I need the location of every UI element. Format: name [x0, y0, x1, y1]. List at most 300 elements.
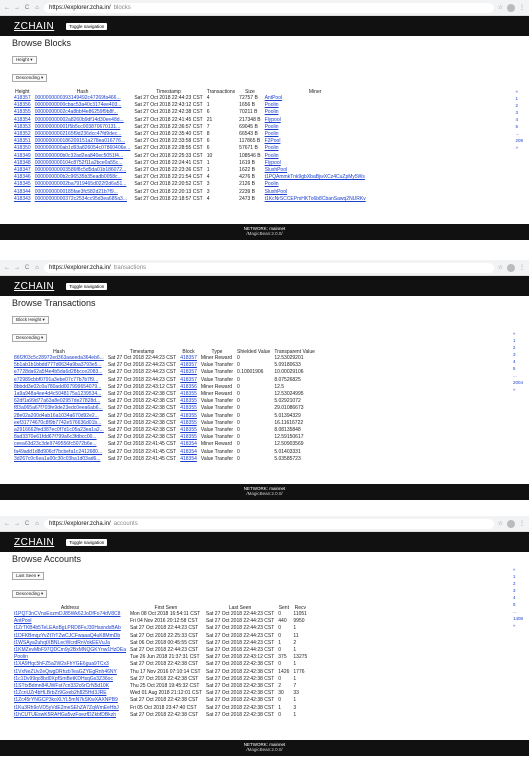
- table-cell[interactable]: 00000000000372c2534cc95d3ea685a3...: [34, 195, 127, 202]
- table-cell: Value Transfer: [200, 434, 234, 441]
- table-cell: Value Transfer: [200, 376, 234, 383]
- table-cell[interactable]: AntPool: [14, 618, 32, 625]
- pagination-link[interactable]: »: [515, 145, 518, 150]
- table-cell[interactable]: 000000000003586f8c5d5da01b186072...: [34, 167, 127, 174]
- table-cell: 12.5: [274, 383, 285, 390]
- column-header[interactable]: Miner: [308, 88, 322, 95]
- pagination-link[interactable]: 209: [515, 138, 523, 143]
- table-cell[interactable]: fa49add1d8d906cf7bcbefa1c2412680...: [14, 448, 103, 455]
- table-cell: 6: [206, 138, 210, 145]
- column-header[interactable]: Type: [211, 348, 223, 355]
- table-cell: Sat 27 Oct 2018 22:41:45 CST: [134, 116, 203, 123]
- table-cell: 0: [237, 355, 240, 361]
- table-cell: Sat 27 Oct 2018 22:44:23 CST: [107, 376, 177, 383]
- address-bar[interactable]: [44, 3, 494, 13]
- table-cell: 33: [293, 690, 299, 697]
- table-cell[interactable]: 418355: [180, 434, 197, 441]
- pagination-link[interactable]: »: [512, 387, 516, 392]
- table-cell: 0: [278, 661, 282, 668]
- profile-avatar[interactable]: [507, 264, 515, 272]
- table-cell[interactable]: t1PQAmmkTnk9gbXbaBjwXCz4CuZpMy5Ws: [264, 174, 365, 181]
- table-cell[interactable]: 418356: [180, 383, 197, 390]
- url-path: blocks: [113, 4, 131, 11]
- table-cell: Sat 27 Oct 2018 22:42:38 CST: [129, 711, 199, 718]
- url-domain: https://explorer.zcha.in/: [49, 4, 111, 11]
- table-cell[interactable]: 418357: [180, 369, 197, 376]
- table-cell: Sat 27 Oct 2018 22:42:38 CST: [205, 711, 275, 718]
- table-cell: Sat 27 Oct 2018 22:42:38 CST: [205, 683, 275, 690]
- table-cell: 2239 B: [239, 188, 256, 195]
- table-cell[interactable]: f83a065a67f703fe9de23edc0eea6ab6...: [14, 405, 103, 412]
- table-cell: 1: [278, 639, 282, 646]
- column-header[interactable]: Address: [60, 604, 80, 611]
- table-row: [12, 420, 317, 427]
- column-header[interactable]: Sent: [278, 604, 289, 611]
- table-row: [12, 160, 368, 167]
- table-cell: 0: [237, 405, 240, 412]
- table-cell: 0: [237, 412, 240, 419]
- table-row: [12, 441, 317, 448]
- table-cell: 4: [206, 174, 210, 181]
- table-cell[interactable]: 418347: [14, 167, 31, 174]
- pagination-link[interactable]: 1: [515, 96, 518, 101]
- table-cell: 0: [278, 647, 282, 654]
- back-icon[interactable]: ←: [4, 4, 10, 11]
- sort-field-select[interactable]: Last Seen ▾: [12, 572, 44, 580]
- pagination-link[interactable]: 5: [515, 124, 518, 129]
- site-logo[interactable]: ZCHAIN: [14, 280, 55, 292]
- table-cell[interactable]: Poolin: [264, 131, 279, 138]
- table-row: [12, 676, 309, 683]
- table-cell: Sat 27 Oct 2018 22:44:23 CST: [205, 625, 275, 632]
- menu-icon[interactable]: ⋮: [519, 5, 525, 11]
- table-cell[interactable]: 418355: [180, 419, 197, 426]
- table-cell: Fri 04 Nov 2016 20:12:58 CST: [129, 618, 198, 625]
- table-cell[interactable]: 418355: [180, 412, 197, 419]
- gap: [0, 240, 529, 260]
- table-header-row: [12, 604, 309, 611]
- table-cell: 16.11616722: [274, 419, 304, 426]
- table-cell: 0: [278, 675, 282, 682]
- table-cell: Sat 27 Oct 2018 22:42:38 CST: [107, 427, 177, 434]
- table-cell[interactable]: 8ad3370e61fdd67f799a6c3fdbcc00...: [14, 434, 97, 441]
- table-cell[interactable]: Flypool: [264, 116, 281, 123]
- table-row: [12, 384, 317, 391]
- table-cell[interactable]: t1PQT3nCVnsEozmDJ85Wk62JoDfFo74dV8C8: [14, 611, 121, 617]
- sort-order-select[interactable]: Descending ▾: [12, 74, 47, 82]
- table-cell: 6: [206, 145, 210, 152]
- table-cell: 0.10001906: [237, 369, 264, 376]
- pagination-link[interactable]: «: [512, 567, 516, 572]
- table-cell: 0: [237, 398, 240, 405]
- table-row: [12, 647, 309, 654]
- back-icon[interactable]: ←: [4, 264, 10, 271]
- table-cell: Fri 05 Oct 2018 23:47:40 CST: [129, 704, 197, 711]
- table-cell: 3: [206, 188, 210, 195]
- table-cell: 57671 B: [239, 145, 258, 152]
- pagination-link[interactable]: »: [512, 623, 516, 628]
- column-header[interactable]: Hash: [76, 88, 89, 95]
- table-cell[interactable]: 418348: [14, 159, 31, 166]
- table-cell: Sat 27 Oct 2018 22:42:38 CST: [107, 405, 177, 412]
- table-cell[interactable]: 418357: [14, 95, 31, 101]
- table-cell[interactable]: t1VxNeZUv2eQwgDRhzbTeaGZYEgRnh46NY: [14, 668, 117, 675]
- column-header[interactable]: Recv: [294, 604, 307, 611]
- table-cell[interactable]: Poolin: [264, 145, 279, 152]
- table-cell[interactable]: 418354: [180, 448, 197, 455]
- table-cell[interactable]: 000000000001f5b5cc003870670131...: [34, 123, 121, 130]
- table-cell: Miner Reward: [200, 355, 233, 361]
- table-cell[interactable]: t1c1Dv99qc8bd0XpfSmBetKDHsqGs3Z36oc: [14, 675, 113, 682]
- page-title: Browse Blocks: [12, 38, 72, 48]
- sort-order-select[interactable]: Descending ▾: [12, 334, 47, 342]
- reload-icon[interactable]: C: [24, 520, 30, 527]
- table-row: [12, 690, 309, 697]
- version-label: /MagicBean:2.0.0/: [246, 747, 283, 752]
- table-cell[interactable]: t1WSAya2uhqtXBNLecWcrdRnVokEEVuJa: [14, 639, 110, 646]
- column-header[interactable]: Timestamp: [129, 348, 155, 355]
- transactions-screenshot: [0, 260, 529, 500]
- table-cell[interactable]: 000000000002a8260b9df14d30ee48d...: [34, 116, 124, 123]
- table-cell[interactable]: t1hCUTUEswK5RAHGa5vzFoezfDZkbfDBkzh: [14, 711, 116, 718]
- column-header[interactable]: Timestamp: [156, 88, 181, 95]
- pagination-link[interactable]: 2: [512, 345, 516, 350]
- site-logo[interactable]: ZCHAIN: [14, 536, 55, 548]
- table-cell[interactable]: t1KcNrSCCEPmHKTo6b8CbanSawq2NURKv: [264, 195, 366, 202]
- table-cell: 1: [206, 167, 210, 174]
- table-cell: 9950: [293, 618, 305, 625]
- table-cell[interactable]: 1a9a948a4ee4d4c5048175a1239534...: [14, 391, 102, 398]
- table-cell[interactable]: AntPool: [264, 95, 283, 101]
- table-cell: 1426: [278, 668, 290, 675]
- table-cell[interactable]: ceea63d23c3de9749556fc5072b6e...: [14, 441, 97, 448]
- pagination-link[interactable]: 1: [512, 574, 516, 579]
- table-row: [12, 669, 309, 676]
- table-cell: Miner Reward: [200, 383, 233, 390]
- star-icon[interactable]: ☆: [497, 265, 503, 271]
- table-cell: Sat 27 Oct 2018 22:42:38 CST: [129, 697, 199, 704]
- table-cell: 10: [206, 152, 213, 159]
- star-icon[interactable]: ☆: [497, 5, 503, 11]
- pagination-link[interactable]: «: [512, 331, 516, 336]
- pagination: [513, 330, 523, 393]
- network-label: NETWORK: mainnet: [243, 486, 286, 491]
- table-cell[interactable]: t1STtxBdmn84UWFst7cn332c6rCrN5d10K: [14, 683, 110, 690]
- table-cell: 70211 B: [239, 109, 258, 116]
- pagination-link[interactable]: 4: [512, 595, 516, 600]
- table-cell: 5.03585723: [274, 455, 301, 462]
- column-header[interactable]: Transparent Value: [274, 348, 315, 355]
- table-cell[interactable]: t1XA9Hqc5hFZ5a2W2sFhYGE6gua9TCx3: [14, 661, 109, 668]
- table-cell: Sat 27 Oct 2018 22:44:23 CST: [205, 647, 275, 654]
- table-cell[interactable]: 418355: [14, 109, 31, 116]
- table-cell[interactable]: Poolin: [264, 123, 279, 130]
- table-cell: Sat 27 Oct 2018 22:44:23 CST: [107, 369, 177, 376]
- table-row: [12, 355, 317, 362]
- table-cell: 12.53024995: [274, 391, 304, 398]
- column-header[interactable]: Shielded Value: [237, 348, 271, 355]
- home-icon[interactable]: ⌂: [35, 520, 39, 527]
- table-cell[interactable]: SlushPool: [264, 188, 288, 195]
- table-cell[interactable]: eef31774670c8f9b7742e576636d01b...: [14, 419, 102, 426]
- pagination-link[interactable]: 4: [512, 359, 516, 364]
- table-cell[interactable]: e72989cbbf0791a3ebe07c77b7b7f9...: [14, 376, 99, 383]
- home-icon[interactable]: ⌂: [35, 4, 39, 11]
- table-cell: Value Transfer: [200, 369, 234, 376]
- pagination-link[interactable]: 1: [512, 338, 516, 343]
- pagination: [513, 566, 523, 629]
- table-cell[interactable]: 00000000000cbac53a40c3174ee403...: [34, 102, 122, 109]
- pagination-link[interactable]: 2: [512, 581, 516, 586]
- table-cell: 0: [237, 391, 240, 398]
- table-cell: 1: [293, 697, 297, 704]
- table-cell[interactable]: 418353: [14, 123, 31, 130]
- table-cell: 0: [278, 625, 282, 632]
- table-cell[interactable]: 0000000000b0c32ad2ea840ec5051f4...: [34, 152, 124, 159]
- menu-icon[interactable]: ⋮: [519, 265, 525, 271]
- pagination-link[interactable]: ...: [515, 131, 520, 136]
- table-cell[interactable]: 8bbdd3e02c0a780add007999654079...: [14, 383, 102, 390]
- table-row: [12, 102, 368, 109]
- pagination-link[interactable]: 3: [512, 588, 516, 593]
- table-cell[interactable]: 418356: [14, 102, 31, 109]
- site-footer: [0, 740, 529, 756]
- reload-icon[interactable]: C: [24, 264, 30, 271]
- table-row: [12, 413, 317, 420]
- reload-icon[interactable]: C: [24, 4, 30, 11]
- table-cell: 5.02921072: [274, 398, 301, 405]
- table-cell[interactable]: 418354: [180, 455, 197, 462]
- table-cell: 0: [237, 434, 240, 441]
- table-cell: Mon 08 Oct 2018 16:54:11 CST: [129, 611, 201, 617]
- table-cell: Sat 27 Oct 2018 22:42:38 CST: [205, 661, 275, 668]
- table-cell[interactable]: 28e02a200d4ab16a1034a670d92e2...: [14, 412, 99, 419]
- table-cell[interactable]: 418354: [14, 116, 31, 123]
- table-cell[interactable]: Flypool: [264, 159, 281, 166]
- table-cell: Sat 27 Oct 2018 22:24:41 CST: [134, 159, 203, 166]
- sort-order-select[interactable]: Descending ▾: [12, 590, 47, 598]
- toggle-navigation-button[interactable]: Toggle navigation: [66, 539, 107, 546]
- table-cell[interactable]: 418357: [180, 376, 197, 383]
- pagination-link[interactable]: 2: [515, 103, 518, 108]
- table-cell: 13275: [293, 654, 308, 661]
- profile-avatar[interactable]: [507, 4, 515, 12]
- table-cell[interactable]: 418344: [14, 188, 31, 195]
- table-cell[interactable]: 418357: [180, 355, 197, 361]
- table-cell[interactable]: 418349: [14, 152, 31, 159]
- table-cell[interactable]: Poolin: [264, 152, 279, 159]
- network-label: NETWORK: mainnet: [243, 742, 286, 747]
- table-cell: 4276 B: [239, 174, 256, 181]
- table-cell[interactable]: 418357: [180, 362, 197, 369]
- table-cell[interactable]: 418350: [14, 145, 31, 152]
- table-cell: 72757 B: [239, 95, 258, 101]
- table-cell[interactable]: 418355: [180, 391, 197, 398]
- table-cell: 8.08135848: [274, 427, 301, 434]
- page-title: Browse Transactions: [12, 298, 96, 308]
- pagination-link[interactable]: ...: [512, 609, 517, 614]
- menu-icon[interactable]: ⋮: [519, 521, 525, 527]
- table-cell[interactable]: 00000000000185fae3fc582d21b7f9...: [34, 188, 118, 195]
- blocks-screenshot: [0, 0, 529, 240]
- column-header[interactable]: Transactions: [206, 88, 236, 95]
- pagination-link[interactable]: 4: [515, 117, 518, 122]
- star-icon[interactable]: ☆: [497, 521, 503, 527]
- table-cell: 3: [206, 181, 210, 188]
- pagination: [515, 88, 523, 151]
- forward-icon[interactable]: →: [14, 520, 20, 527]
- table-cell: 1622 B: [239, 167, 256, 174]
- table-cell: 69045 B: [239, 123, 258, 130]
- table-cell: 1: [293, 711, 297, 718]
- table-cell: 0: [237, 419, 240, 426]
- table-cell: Thu 17 Nov 2016 07:10:14 CST: [129, 668, 201, 675]
- table-cell: Value Transfer: [200, 455, 234, 462]
- table-cell[interactable]: t1ZrTKB4b5TeLEAoBgLPRD8FvJ30HasndxBAb: [14, 625, 121, 632]
- table-cell: Thu 25 Oct 2018 19:45:32 CST: [129, 683, 200, 690]
- table-cell[interactable]: 418354: [180, 441, 197, 448]
- address-bar[interactable]: [44, 263, 494, 273]
- table-row: [12, 124, 368, 131]
- home-icon[interactable]: ⌂: [35, 264, 39, 271]
- profile-avatar[interactable]: [507, 520, 515, 528]
- table-cell: Sat 27 Oct 2018 22:21:54 CST: [134, 174, 203, 181]
- table-row: [12, 181, 368, 188]
- table-cell: Value Transfer: [200, 412, 234, 419]
- table-cell: 0: [278, 632, 282, 639]
- site-footer: [0, 484, 529, 500]
- table-cell[interactable]: t1Ku3Rh9oVD5yVdE2meSEhZA7ZqWmEeHbJ: [14, 704, 119, 711]
- table-cell: 0: [237, 376, 240, 383]
- table-cell[interactable]: 0000000000393149492c47269fa466...: [34, 95, 121, 101]
- forward-icon[interactable]: →: [14, 4, 20, 11]
- column-header[interactable]: Size: [245, 88, 255, 95]
- site-footer: [0, 224, 529, 240]
- table-cell[interactable]: Poolin: [14, 654, 28, 661]
- table-cell: Value Transfer: [200, 427, 234, 434]
- table-cell: Sat 27 Oct 2018 22:35:40 CST: [134, 131, 203, 138]
- table-row: [12, 427, 317, 434]
- table-cell[interactable]: 418346: [14, 174, 31, 181]
- table-cell[interactable]: 0000000000186209151a278ea016776...: [34, 138, 126, 145]
- table-cell[interactable]: 418355: [180, 398, 197, 405]
- table-cell[interactable]: 418345: [14, 181, 31, 188]
- site-logo[interactable]: ZCHAIN: [14, 20, 55, 32]
- column-header[interactable]: Block: [182, 348, 195, 355]
- table-row: [12, 611, 309, 618]
- table-cell: 29.01086673: [274, 405, 304, 412]
- table-cell: 8: [206, 131, 210, 138]
- table-cell: Sat 27 Oct 2018 22:44:23 CST: [129, 647, 199, 654]
- table-cell: Value Transfer: [200, 398, 234, 405]
- accounts-screenshot: [0, 516, 529, 756]
- table-cell[interactable]: F2Pool: [264, 138, 281, 145]
- table-row: [12, 449, 317, 456]
- table-row: [12, 391, 317, 398]
- table-cell[interactable]: 418352: [14, 131, 31, 138]
- pagination-link[interactable]: «: [515, 89, 518, 94]
- table-row: [12, 640, 309, 647]
- table-cell[interactable]: 0000000000b2c96535b35eadb0058c...: [34, 174, 122, 181]
- table-cell: 1619 B: [239, 159, 256, 166]
- pagination-link[interactable]: 5: [512, 602, 516, 607]
- table-cell[interactable]: a2916662fed387ec0f7d1c05a23ea1a2...: [14, 427, 104, 434]
- sort-field-select[interactable]: Block Height ▾: [12, 316, 49, 324]
- table-cell[interactable]: 0000000000104c8752f11a2bce0a55c...: [34, 159, 123, 166]
- sort-field-select[interactable]: Height ▾: [12, 56, 37, 64]
- address-bar[interactable]: [44, 519, 494, 529]
- table-cell[interactable]: t1DFKBmqzYvZt7rTZwCJCFwaaaQ4uK8MmDb: [14, 632, 121, 639]
- table-cell[interactable]: 3d267c0c6ea1a00c30c03ba1d03ad6...: [14, 455, 101, 462]
- pagination-link[interactable]: 3: [515, 110, 518, 115]
- table-cell[interactable]: 418351: [14, 138, 31, 145]
- table-cell[interactable]: 0000000000ab1d93a826054c07860406e...: [34, 145, 131, 152]
- forward-icon[interactable]: →: [14, 264, 20, 271]
- table-cell[interactable]: 00000000002c4a8bbf4e86259f9b8f...: [34, 109, 118, 116]
- table-cell: Sat 06 Oct 2018 00:45:55 CST: [129, 639, 199, 646]
- table-cell[interactable]: 418355: [180, 427, 197, 434]
- table-cell: 4: [206, 195, 210, 202]
- table-cell[interactable]: Poolin: [264, 181, 279, 188]
- table-row: [12, 625, 309, 632]
- table-cell: 4: [206, 95, 210, 101]
- table-cell: Sat 27 Oct 2018 22:43:12 CST: [134, 102, 203, 109]
- back-icon[interactable]: ←: [4, 520, 10, 527]
- table-cell[interactable]: t1Zc45rYNGCP3koXLYL5mN7kSKwXAXNPB9: [14, 697, 118, 704]
- table-cell[interactable]: 86f2f03c5c28972ed363aaeeda364eb6...: [14, 355, 104, 361]
- pagination-link[interactable]: 5: [512, 366, 516, 371]
- table-cell: Value Transfer: [200, 448, 234, 455]
- table-row: [12, 196, 368, 203]
- pagination-link[interactable]: 2004: [512, 380, 523, 385]
- table-cell[interactable]: 000000000002ba7919465d022f2d6a51...: [34, 181, 127, 188]
- site-navbar: [0, 532, 529, 552]
- table-row: [12, 434, 317, 441]
- table-cell[interactable]: 62df1a99d77a63a8e02957de27828d...: [14, 398, 101, 405]
- table-cell[interactable]: t1ZcnUZr4bHLBrbZr9Gxeb2h825Hd3JRE: [14, 690, 107, 697]
- toggle-navigation-button[interactable]: Toggle navigation: [66, 23, 107, 30]
- table-cell: 2473 B: [239, 195, 256, 202]
- table-cell[interactable]: t1KMZevMbF97QDCm9y2BxMNQGKYnw1HzDEa: [14, 647, 126, 654]
- pagination-link[interactable]: ...: [512, 373, 517, 378]
- table-cell[interactable]: Poolin: [264, 102, 279, 109]
- column-header[interactable]: Last Seen: [228, 604, 252, 611]
- table-cell: 217348 B: [239, 116, 261, 123]
- table-cell: 0: [278, 697, 282, 704]
- table-cell[interactable]: SlushPool: [264, 167, 288, 174]
- table-cell: Sat 27 Oct 2018 22:42:38 CST: [205, 675, 275, 682]
- table-cell[interactable]: Poolin: [264, 109, 279, 116]
- pagination-link[interactable]: 1408: [512, 616, 523, 621]
- table-cell: 21: [206, 116, 213, 123]
- pagination-link[interactable]: 3: [512, 352, 516, 357]
- table-header-row: [12, 88, 368, 95]
- table-cell: Sat 27 Oct 2018 22:44:23 CST: [107, 355, 177, 361]
- table-cell: Sat 27 Oct 2018 22:42:38 CST: [205, 697, 275, 704]
- table-cell[interactable]: e7728da62a5f4e4b5da6d28bcce2083...: [14, 369, 103, 376]
- column-header[interactable]: First Seen: [154, 604, 178, 611]
- data-table: [12, 348, 317, 463]
- table-cell[interactable]: 418355: [180, 405, 197, 412]
- table-cell: 440: [278, 618, 287, 625]
- table-cell[interactable]: 5b1ab1b1bbdd777d0634a9ba3793e5...: [14, 362, 102, 369]
- table-cell[interactable]: 00000000002165f9d236dcc47fd9dec...: [34, 131, 122, 138]
- column-header[interactable]: Hash: [53, 348, 65, 355]
- table-cell[interactable]: 418343: [14, 195, 31, 202]
- page-title: Browse Accounts: [12, 554, 82, 564]
- column-header[interactable]: Height: [15, 88, 30, 95]
- toggle-navigation-button[interactable]: Toggle navigation: [66, 283, 107, 290]
